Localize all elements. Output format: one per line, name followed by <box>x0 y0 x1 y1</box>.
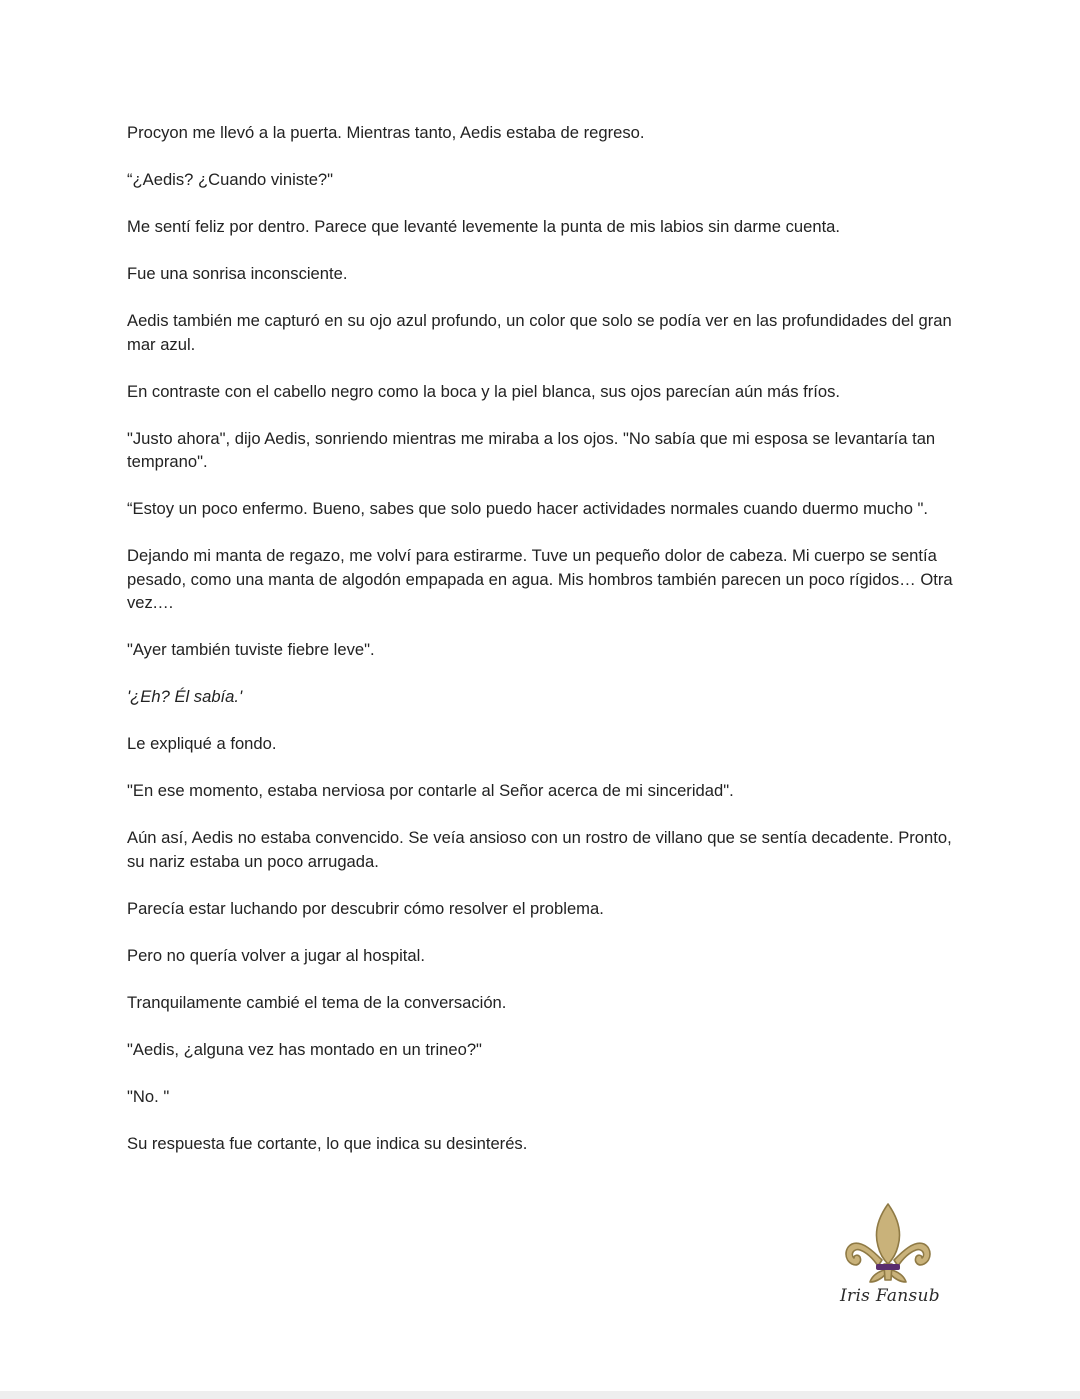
paragraph: "Ayer también tuviste fiebre leve". <box>127 640 375 659</box>
paragraph: "No. " <box>127 1086 170 1106</box>
paragraph: “Estoy un poco enfermo. Bueno, sabes que solo puedo hacer actividades normales cuando duermo mucho ". <box>127 499 929 518</box>
document-body <box>127 121 957 1179</box>
fleur-de-lis-icon <box>838 1200 942 1286</box>
paragraph: Le expliqué a fondo. <box>127 734 277 753</box>
paragraph: “¿Aedis? ¿Cuando viniste?" <box>127 170 334 189</box>
paragraph: Aedis también me capturó en su ojo azul profundo, un color que solo se podía ver en las profundidades del gran mar azul. <box>127 311 952 354</box>
paragraph: Dejando mi manta de regazo, me volví para estirarme. Tuve un pequeño dolor de cabeza. Mi cuerpo se sentía pesado, como una manta de algodón empapada en agua. Mis hombros también parecen un poco rígidos… Otra vez.… <box>127 546 953 612</box>
paragraph: Procyon me llevó a la puerta. Mientras tanto, Aedis estaba de regreso. <box>127 123 645 142</box>
paragraph: Tranquilamente cambié el tema de la conversación. <box>127 992 507 1012</box>
paragraph: Parecía estar luchando por descubrir cómo resolver el problema. <box>127 898 604 918</box>
paragraph: Me sentí feliz por dentro. Parece que levanté levemente la punta de mis labios sin darme cuenta. <box>127 217 841 236</box>
paragraph: "En ese momento, estaba nerviosa por contarle al Señor acerca de mi sinceridad". <box>127 781 734 800</box>
paragraph: Pero no quería volver a jugar al hospital. <box>127 945 425 965</box>
paragraph: "Aedis, ¿alguna vez has montado en un trineo?" <box>127 1039 482 1059</box>
page-bottom-edge <box>0 1391 1080 1399</box>
paragraph: "Justo ahora", dijo Aedis, sonriendo mientras me miraba a los ojos. "No sabía que mi esposa se levantaría tan temprano". <box>127 428 936 471</box>
paragraph: Fue una sonrisa inconsciente. <box>127 264 348 283</box>
paragraph: '¿Eh? Él sabía.' <box>127 687 243 706</box>
paragraph: En contraste con el cabello negro como la boca y la piel blanca, sus ojos parecían aún más fríos. <box>127 381 841 401</box>
iris-fansub-logo <box>838 1200 942 1316</box>
paragraph: Su respuesta fue cortante, lo que indica su desinterés. <box>127 1133 528 1153</box>
logo-text: Iris Fansub <box>840 1286 940 1306</box>
paragraph: Aún así, Aedis no estaba convencido. Se veía ansioso con un rostro de villano que se sentía decadente. Pronto, su nariz estaba un poco arrugada. <box>127 828 952 871</box>
